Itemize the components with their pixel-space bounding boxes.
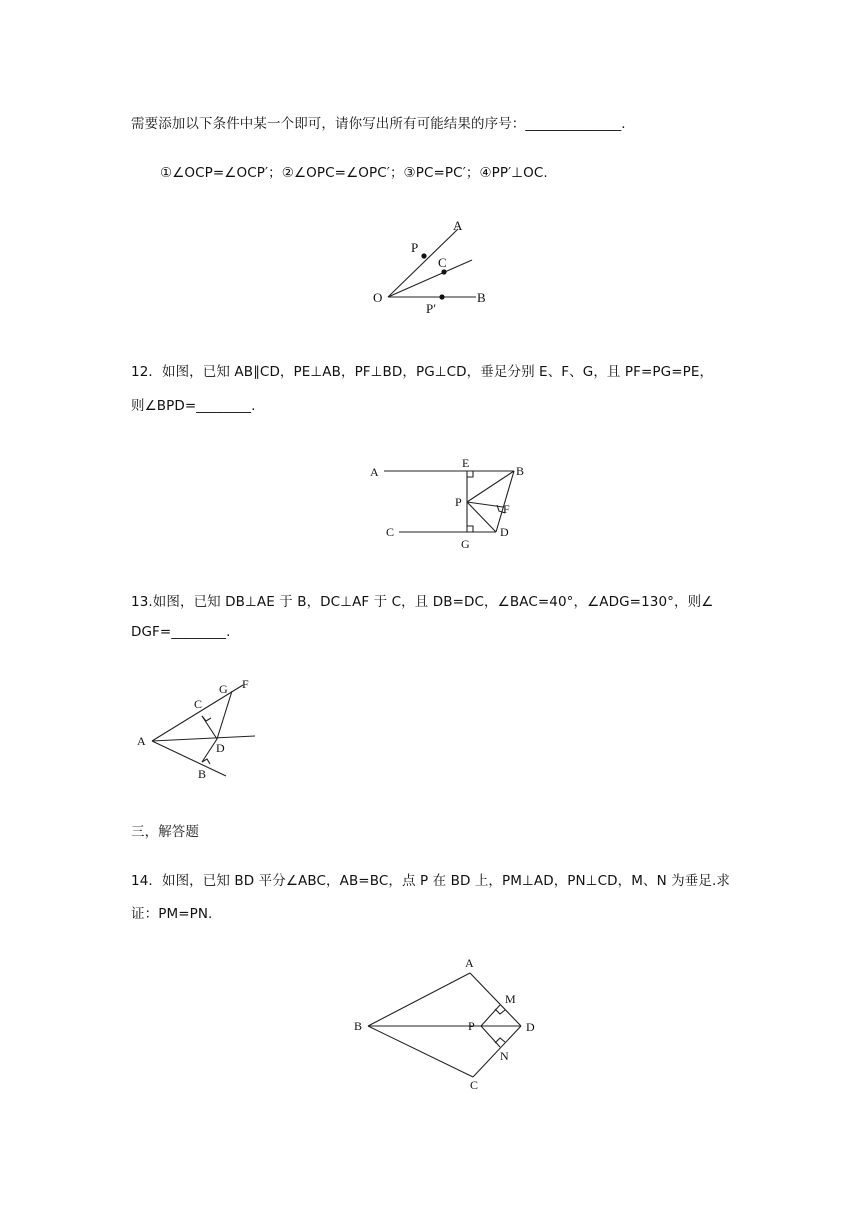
- fig2-label-G: G: [461, 537, 470, 551]
- problem-text-line-1: 需要添加以下条件中某一个即可，请你写出所有可能结果的序号：______________.: [131, 116, 626, 132]
- fig2-label-D: D: [500, 525, 509, 539]
- figure-q14: [350, 953, 550, 1093]
- fig1-label-O: O: [373, 290, 383, 305]
- fig4-label-D: D: [526, 1020, 535, 1034]
- fig1-label-B: B: [477, 290, 486, 305]
- figure-angle-bisector: [368, 215, 498, 315]
- fig3-label-G: G: [219, 682, 228, 696]
- fig3-label-B: B: [198, 767, 207, 781]
- fig2-label-C: C: [386, 525, 395, 539]
- fig2-label-E: E: [462, 456, 470, 470]
- fig2-label-P: P: [455, 495, 462, 509]
- problem-conditions-line: ①∠OCP=∠OCP′；②∠OPC=∠OPC′；③PC=PC′；④PP′⊥OC.: [160, 165, 548, 181]
- fig2-label-A: A: [370, 465, 379, 479]
- fig1-label-P: P: [411, 240, 419, 255]
- fig4-label-M: M: [505, 992, 516, 1006]
- question-14-line-2: 证：PM=PN.: [131, 906, 213, 922]
- fig3-label-C: C: [194, 697, 203, 711]
- fig4-label-A: A: [465, 956, 474, 970]
- fig2-label-B: B: [516, 464, 525, 478]
- question-13-line-1: 13.如图，已知 DB⊥AE 于 B，DC⊥AF 于 C，且 DB=DC，∠BAC=40°，∠ADG=130°，则∠: [131, 594, 714, 610]
- question-14-line-1: 14．如图，已知 BD 平分∠ABC，AB=BC，点 P 在 BD 上，PM⊥AD，PN⊥CD，M、N 为垂足.求: [131, 873, 730, 889]
- fig3-label-A: A: [137, 734, 146, 748]
- fig3-label-D: D: [216, 741, 225, 755]
- fig4-label-C: C: [470, 1078, 479, 1092]
- fig4-label-P: P: [468, 1019, 475, 1033]
- question-12-line-1: 12．如图，已知 AB∥CD，PE⊥AB，PF⊥BD，PG⊥CD，垂足分别 E、F、G，且 PF=PG=PE，: [131, 364, 714, 380]
- fig4-label-N: N: [500, 1049, 509, 1063]
- fig1-label-C: C: [438, 255, 447, 270]
- question-13-line-2: DGF=________.: [131, 624, 231, 640]
- fig3-label-F: F: [242, 677, 249, 691]
- fig2-label-F: F: [503, 502, 510, 516]
- fig1-label-A: A: [453, 218, 463, 233]
- figure-q13: [132, 673, 272, 783]
- section-3-heading: 三，解答题: [131, 824, 199, 840]
- question-12-line-2: 则∠BPD=________.: [131, 398, 256, 414]
- fig1-label-P-prime: P′: [426, 301, 437, 315]
- fig4-label-B: B: [354, 1019, 363, 1033]
- figure-q12: [366, 455, 536, 555]
